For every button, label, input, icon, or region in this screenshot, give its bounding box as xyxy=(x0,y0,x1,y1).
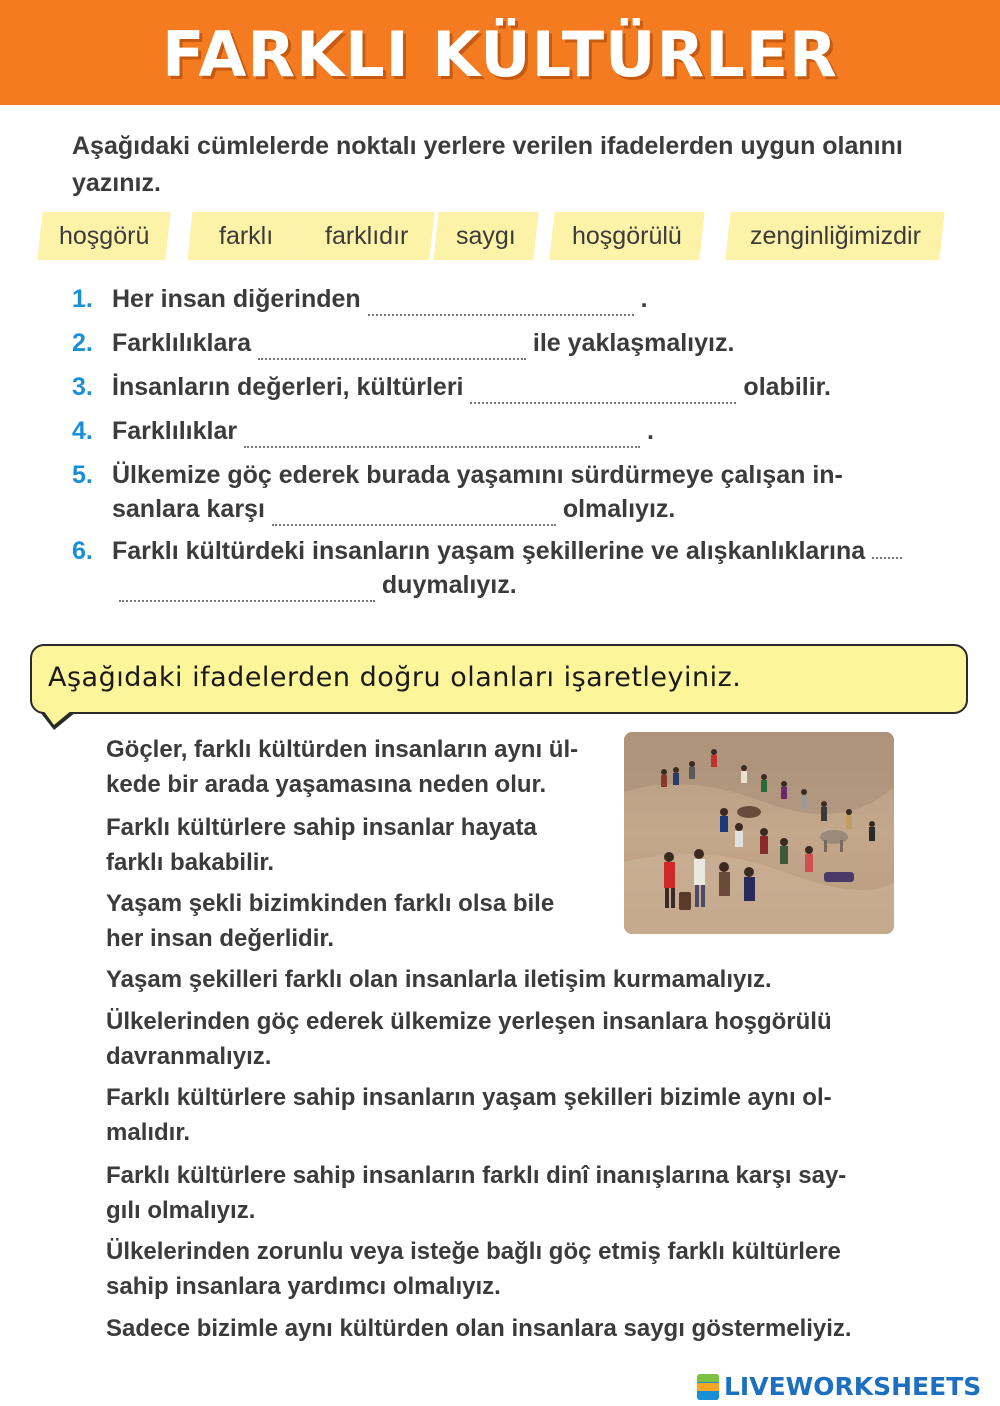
statement-3[interactable]: Yaşam şekli bizimkinden farklı olsa bile her insan değerlidir. xyxy=(106,890,555,952)
dotted-line xyxy=(872,537,902,559)
statement-9[interactable]: Sadece bizimle aynı kültürden olan insanlara saygı göstermeliyiz. xyxy=(106,1315,852,1342)
statement-1[interactable]: Göçler, farklı kültürden insanların aynı ül- kede bir arada yaşamasına neden olur. xyxy=(106,736,579,798)
liveworksheets-logo-icon xyxy=(697,1374,719,1400)
question-4: 4. Farklılıklar . xyxy=(72,414,654,448)
question-5: 5. Ülkemize göç ederek burada yaşamını sürdürmeye çalışan in- sanlara karşı olmalıyız. xyxy=(72,458,843,526)
bubble-tail-fill xyxy=(43,710,72,725)
header-banner xyxy=(0,0,1000,105)
instruction-bubble xyxy=(30,644,968,714)
word-bank xyxy=(40,212,970,262)
word-bank-item: saygı xyxy=(433,212,538,260)
question-1: 1. Her insan diğerinden . xyxy=(72,282,648,316)
statement-7[interactable]: Farklı kültürlere sahip insanların farklı dinî inanışlarına karşı say- gılı olmalıyız. xyxy=(106,1162,847,1224)
answer-input-3[interactable] xyxy=(470,380,736,404)
page-title: FARKLI KÜLTÜRLER xyxy=(162,18,838,91)
statement-8[interactable]: Ülkelerinden zorunlu veya isteğe bağlı göç etmiş farklı kültürlere sahip insanlara yardımcı olmalıyız. xyxy=(106,1238,841,1300)
word-bank-item: hoşgörü xyxy=(37,212,170,260)
question-2: 2. Farklılıklara ile yaklaşmalıyız. xyxy=(72,326,734,360)
answer-input-4[interactable] xyxy=(244,424,640,448)
answer-input-6[interactable] xyxy=(119,578,375,602)
word-bank-item: farklı xyxy=(187,212,304,260)
word-bank-item: farklıdır xyxy=(299,212,434,260)
statement-6[interactable]: Farklı kültürlere sahip insanların yaşam şekilleri bizimle aynı ol- malıdır. xyxy=(106,1084,832,1146)
bubble-text: Aşağıdaki ifadelerden doğru olanları işaretleyiniz. xyxy=(48,662,742,693)
answer-input-1[interactable] xyxy=(368,292,634,316)
statement-4[interactable]: Yaşam şekilleri farklı olan insanlarla iletişim kurmamalıyız. xyxy=(106,966,772,993)
statement-5[interactable]: Ülkelerinden göç ederek ülkemize yerleşen insanlara hoşgörülü davranmalıyız. xyxy=(106,1008,832,1070)
word-bank-item: zenginliğimizdir xyxy=(725,212,944,260)
migration-photo xyxy=(624,732,894,934)
answer-input-2[interactable] xyxy=(258,336,526,360)
word-bank-item: hoşgörülü xyxy=(549,212,704,260)
statement-2[interactable]: Farklı kültürlere sahip insanlar hayata farklı bakabilir. xyxy=(106,814,537,876)
question-6: 6. Farklı kültürdeki insanların yaşam şekillerine ve alışkanlıklarına duymalıyız. xyxy=(72,534,902,602)
question-3: 3. İnsanların değerleri, kültürleri olabilir. xyxy=(72,370,831,404)
instructions-text: Aşağıdaki cümlelerde noktalı yerlere verilen ifadelerden uygun olanını yazınız. xyxy=(72,132,903,197)
liveworksheets-logo-text: LIVEWORKSHEETS xyxy=(724,1372,982,1401)
answer-input-5[interactable] xyxy=(272,502,556,526)
